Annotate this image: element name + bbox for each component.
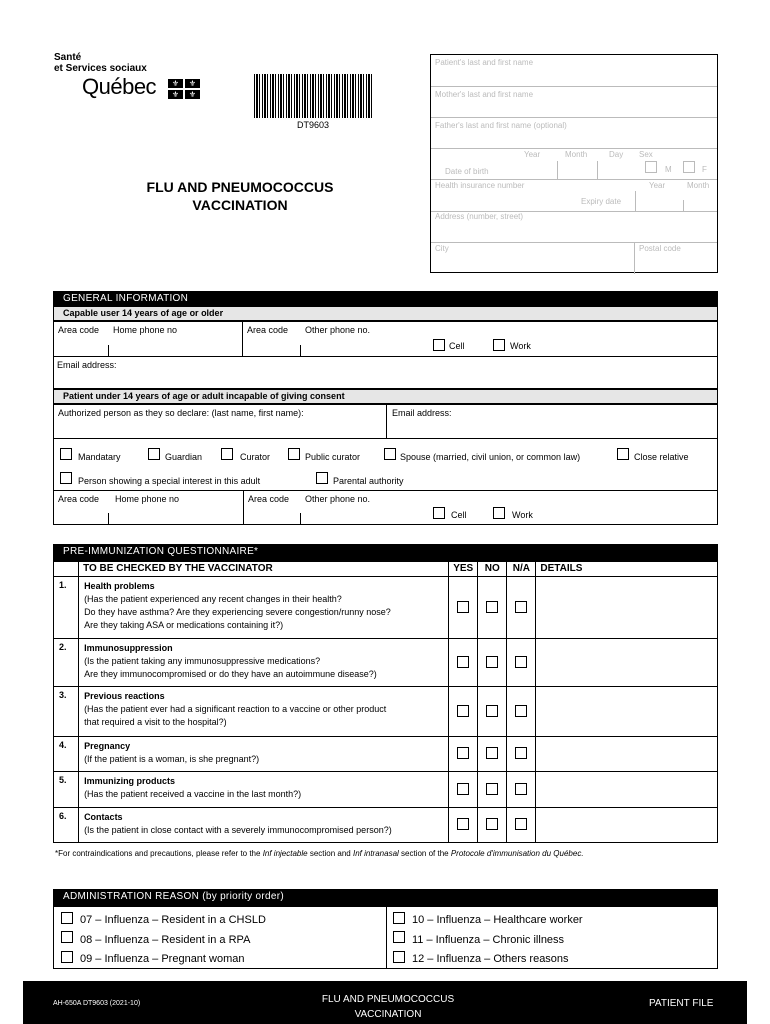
- health-insurance-label: Health insurance number: [435, 181, 525, 190]
- area-code-4-label: Area code: [248, 494, 290, 504]
- yes-cell: [449, 808, 478, 843]
- reason-10-label: 10 – Influenza – Healthcare worker: [412, 914, 583, 926]
- details-cell[interactable]: [536, 737, 718, 772]
- barcode: [254, 74, 372, 118]
- spouse-checkbox[interactable]: [384, 448, 396, 460]
- question-number: 4.: [54, 737, 79, 772]
- sex-f-checkbox[interactable]: [683, 161, 695, 173]
- area-code-2-label: Area code: [247, 325, 289, 335]
- yes-cell: [449, 737, 478, 772]
- question-line: Are they taking ASA or medications containing it?): [84, 620, 284, 630]
- question-title: Pregnancy: [84, 741, 131, 751]
- dob-year-label: Year: [524, 150, 541, 159]
- dob-divider: [557, 161, 558, 179]
- mandatary-label: Mandatary: [78, 452, 121, 462]
- question-number: 2.: [54, 639, 79, 687]
- yes-checkbox[interactable]: [457, 783, 469, 795]
- question-row: [54, 687, 718, 737]
- no-checkbox[interactable]: [486, 656, 498, 668]
- authorized-person-label: Authorized person as they so declare: (last name, first name):: [58, 408, 304, 418]
- reason-09-checkbox[interactable]: [61, 951, 73, 963]
- question-line: Are they immunocompromised or do they have an autoimmune disease?): [84, 669, 377, 679]
- form-code: AH-650A DT9603 (2021-10): [53, 1000, 141, 1007]
- dob-divider: [597, 161, 598, 179]
- question-text: [79, 772, 449, 808]
- email-2-label: Email address:: [392, 408, 452, 418]
- address-label: Address (number, street): [435, 212, 524, 221]
- cell-label: Cell: [449, 341, 465, 351]
- special-interest-label: Person showing a special interest in this adult: [78, 476, 261, 486]
- logo-quebec: Québec: [82, 74, 157, 99]
- yes-header: YES: [449, 562, 478, 577]
- footnote-italic: Protocole d'immunisation du Québec.: [450, 849, 584, 858]
- barcode-label: DT9603: [296, 120, 330, 130]
- cell-2-label: Cell: [451, 510, 467, 520]
- patient-file-label: PATIENT FILE: [649, 998, 714, 1009]
- parental-authority-checkbox[interactable]: [316, 472, 328, 484]
- question-number: 3.: [54, 687, 79, 737]
- curator-label: Curator: [240, 452, 271, 462]
- form-title: [100, 178, 380, 214]
- logo-text: [54, 52, 147, 74]
- fleur-de-lis-flag-icon: ⚜ ⚜ ⚜ ⚜: [168, 79, 200, 99]
- question-title: Immunizing products: [84, 776, 176, 786]
- na-cell: [507, 577, 536, 639]
- number-header: [54, 562, 79, 577]
- logo-line-1: Santé: [54, 52, 82, 63]
- reason-07-checkbox[interactable]: [61, 912, 73, 924]
- na-header: N/A: [507, 562, 536, 577]
- footer-title: [293, 992, 483, 1022]
- question-text: [79, 687, 449, 737]
- na-checkbox[interactable]: [515, 783, 527, 795]
- na-cell: [507, 772, 536, 808]
- other-phone-2-label: Other phone no.: [305, 494, 371, 504]
- patient-name-label: Patient's last and first name: [435, 58, 534, 67]
- reason-12-checkbox[interactable]: [393, 951, 405, 963]
- no-checkbox[interactable]: [486, 818, 498, 830]
- parental-authority-label: Parental authority: [333, 476, 404, 486]
- reason-08-checkbox[interactable]: [61, 931, 73, 943]
- spouse-label: Spouse (married, civil union, or common law): [400, 452, 581, 462]
- question-row: [54, 772, 718, 808]
- footer-title-line-1: FLU AND PNEUMOCOCCUS: [321, 994, 455, 1005]
- column-divider: [386, 404, 387, 438]
- patient-id-box: [430, 54, 718, 273]
- footnote-italic: Inf intranasal: [352, 849, 399, 858]
- mother-name-label: Mother's last and first name: [435, 90, 534, 99]
- administration-reason-heading: ADMINISTRATION REASON (by priority order): [53, 889, 718, 906]
- question-text: [79, 639, 449, 687]
- no-cell: [478, 639, 507, 687]
- details-cell[interactable]: [536, 808, 718, 843]
- email-label: Email address:: [57, 360, 117, 370]
- footnote-text: section of the: [398, 849, 451, 858]
- public-curator-label: Public curator: [305, 452, 361, 462]
- details-header: DETAILS: [536, 562, 718, 577]
- footnote-text: section and: [307, 849, 353, 858]
- footnote-text: *For contraindications and precautions, please refer to the: [55, 849, 263, 858]
- logo-line-2: et Services sociaux: [54, 63, 147, 74]
- expiry-divider: [635, 191, 636, 211]
- na-cell: [507, 687, 536, 737]
- footer-bar: [23, 981, 747, 1024]
- yes-checkbox[interactable]: [457, 601, 469, 613]
- questionnaire-table: [53, 561, 718, 843]
- question-row: [54, 808, 718, 843]
- other-phone-label: Other phone no.: [305, 325, 371, 335]
- question-title: Previous reactions: [84, 691, 165, 701]
- no-cell: [478, 737, 507, 772]
- question-row: [54, 577, 718, 639]
- capable-user-subheading: Capable user 14 years of age or older: [53, 307, 718, 321]
- na-cell: [507, 808, 536, 843]
- no-cell: [478, 808, 507, 843]
- phone-divider: [108, 513, 109, 525]
- question-row: [54, 737, 718, 772]
- sex-label: Sex: [639, 150, 653, 159]
- yes-checkbox[interactable]: [457, 705, 469, 717]
- na-checkbox[interactable]: [515, 818, 527, 830]
- question-line: (Has the patient experienced any recent changes in their health?: [84, 594, 342, 604]
- home-phone-label: Home phone no: [113, 325, 178, 335]
- phone-column-divider: [242, 321, 243, 356]
- footnote: [55, 849, 584, 858]
- no-checkbox[interactable]: [486, 705, 498, 717]
- yes-cell: [449, 639, 478, 687]
- details-cell[interactable]: [536, 639, 718, 687]
- home-phone-2-label: Home phone no: [115, 494, 180, 504]
- reason-08-label: 08 – Influenza – Resident in a RPA: [80, 934, 251, 946]
- question-title: Immunosuppression: [84, 643, 173, 653]
- reason-10-checkbox[interactable]: [393, 912, 405, 924]
- na-cell: [507, 639, 536, 687]
- question-line: (Is the patient taking any immunosuppressive medications?: [84, 656, 321, 666]
- question-line: (Is the patient in close contact with a severely immunocompromised person?): [84, 825, 392, 835]
- sex-m-label: M: [665, 165, 672, 174]
- area-code-3-label: Area code: [58, 494, 100, 504]
- dob-day-label: Day: [609, 150, 624, 159]
- work-checkbox[interactable]: [493, 339, 505, 351]
- cell-checkbox[interactable]: [433, 339, 445, 351]
- dob-month-label: Month: [565, 150, 588, 159]
- guardian-checkbox[interactable]: [148, 448, 160, 460]
- work-2-checkbox[interactable]: [493, 507, 505, 519]
- question-title: Contacts: [84, 812, 123, 822]
- father-name-label: Father's last and first name (optional): [435, 121, 567, 130]
- expiry-label: Expiry date: [581, 197, 622, 206]
- question-text: [79, 808, 449, 843]
- phone-divider: [300, 345, 301, 356]
- question-number: 1.: [54, 577, 79, 639]
- reason-11-label: 11 – Influenza – Chronic illness: [412, 934, 565, 946]
- postal-code-label: Postal code: [639, 244, 681, 253]
- questionnaire-heading: PRE-IMMUNIZATION QUESTIONNAIRE*: [53, 544, 718, 561]
- reason-09-label: 09 – Influenza – Pregnant woman: [80, 953, 245, 965]
- father-name-field[interactable]: [431, 118, 717, 149]
- question-line: (If the patient is a woman, is she pregnant?): [84, 754, 260, 764]
- reason-07-label: 07 – Influenza – Resident in a CHSLD: [80, 914, 266, 926]
- patient-name-field[interactable]: [431, 55, 717, 87]
- expiry-month-label: Month: [687, 181, 710, 190]
- na-checkbox[interactable]: [515, 705, 527, 717]
- reason-12-label: 12 – Influenza – Others reasons: [412, 953, 569, 965]
- guardian-label: Guardian: [165, 452, 203, 462]
- curator-checkbox[interactable]: [221, 448, 233, 460]
- question-title: Health problems: [84, 581, 155, 591]
- mother-name-field[interactable]: [431, 87, 717, 118]
- form-title-line-2: VACCINATION: [192, 197, 288, 213]
- row-divider: [431, 179, 717, 180]
- na-checkbox[interactable]: [515, 747, 527, 759]
- row-divider: [53, 356, 718, 357]
- yes-cell: [449, 772, 478, 808]
- phone-column-divider: [243, 490, 244, 525]
- question-line: (Has the patient received a vaccine in the last month?): [84, 789, 302, 799]
- city-label: City: [435, 244, 449, 253]
- questionnaire-header-row: [54, 562, 718, 577]
- question-number: 6.: [54, 808, 79, 843]
- phone-divider: [108, 345, 109, 356]
- vaccinator-header: TO BE CHECKED BY THE VACCINATOR: [79, 562, 449, 577]
- no-checkbox[interactable]: [486, 601, 498, 613]
- question-line: that required a visit to the hospital?): [84, 717, 227, 727]
- na-cell: [507, 737, 536, 772]
- row-divider: [53, 490, 718, 491]
- no-cell: [478, 577, 507, 639]
- row-divider: [431, 242, 717, 243]
- footer-title-line-2: VACCINATION: [354, 1009, 422, 1020]
- dob-label: Date of birth: [445, 167, 489, 176]
- cell-2-checkbox[interactable]: [433, 507, 445, 519]
- question-text: [79, 737, 449, 772]
- yes-checkbox[interactable]: [457, 747, 469, 759]
- details-cell[interactable]: [536, 577, 718, 639]
- details-cell[interactable]: [536, 772, 718, 808]
- expiry-divider: [683, 200, 684, 211]
- row-divider: [53, 438, 718, 439]
- work-label: Work: [510, 341, 531, 351]
- footnote-italic: Inf injectable: [262, 849, 308, 858]
- work-2-label: Work: [512, 510, 533, 520]
- no-cell: [478, 772, 507, 808]
- column-divider: [386, 906, 387, 969]
- sex-f-label: F: [702, 165, 707, 174]
- form-title-line-1: FLU AND PNEUMOCOCCUS: [146, 179, 334, 195]
- mandatary-checkbox[interactable]: [60, 448, 72, 460]
- phone-divider: [300, 513, 301, 525]
- yes-checkbox[interactable]: [457, 818, 469, 830]
- yes-checkbox[interactable]: [457, 656, 469, 668]
- close-relative-label: Close relative: [634, 452, 689, 462]
- no-checkbox[interactable]: [486, 783, 498, 795]
- sex-m-checkbox[interactable]: [645, 161, 657, 173]
- reason-11-checkbox[interactable]: [393, 931, 405, 943]
- question-number: 5.: [54, 772, 79, 808]
- expiry-year-label: Year: [649, 181, 666, 190]
- no-checkbox[interactable]: [486, 747, 498, 759]
- no-cell: [478, 687, 507, 737]
- yes-cell: [449, 687, 478, 737]
- under-14-subheading: Patient under 14 years of age or adult incapable of giving consent: [53, 389, 718, 404]
- details-cell[interactable]: [536, 687, 718, 737]
- question-row: [54, 639, 718, 687]
- public-curator-checkbox[interactable]: [288, 448, 300, 460]
- no-header: NO: [478, 562, 507, 577]
- special-interest-checkbox[interactable]: [60, 472, 72, 484]
- close-relative-checkbox[interactable]: [617, 448, 629, 460]
- na-checkbox[interactable]: [515, 601, 527, 613]
- area-code-label: Area code: [58, 325, 100, 335]
- yes-cell: [449, 577, 478, 639]
- question-line: Do they have asthma? Are they experiencing severe congestion/runny nose?: [84, 607, 391, 617]
- question-line: (Has the patient ever had a significant reaction to a vaccine or other product: [84, 704, 387, 714]
- na-checkbox[interactable]: [515, 656, 527, 668]
- general-information-heading: GENERAL INFORMATION: [53, 291, 718, 307]
- city-divider: [634, 242, 635, 274]
- question-text: [79, 577, 449, 639]
